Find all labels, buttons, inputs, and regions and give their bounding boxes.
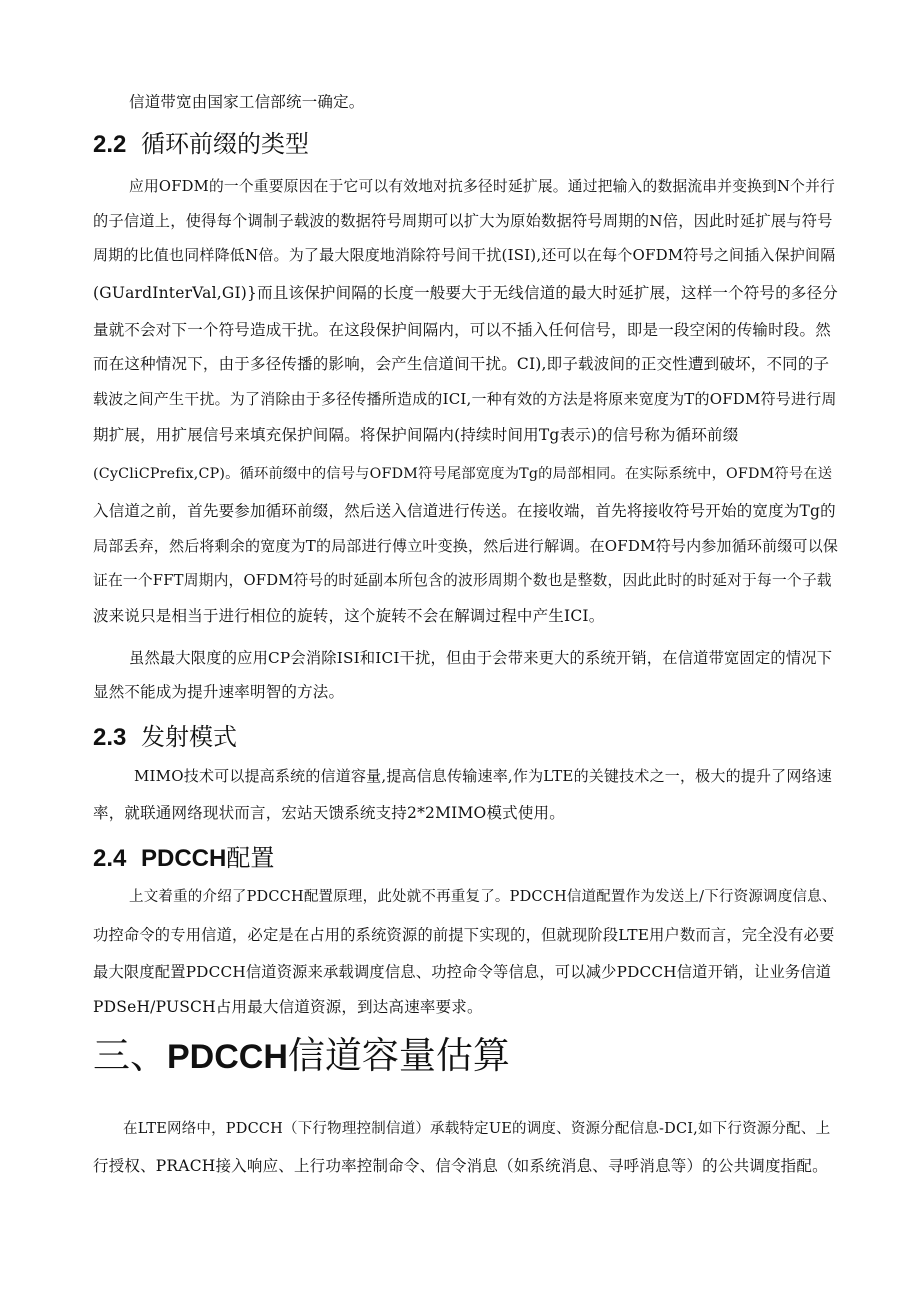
paragraph-line: 局部丢弃，然后将剩余的宽度为T的局部进行傅立叶变换，然后进行解调。在OFDM符号内参加循环前缀可以保 [93, 537, 839, 555]
paragraph-line: 期扩展，用扩展信号来填充保护间隔。将保护间隔内(持续时间用Tg表示)的信号称为循环前缀 [93, 426, 739, 444]
section-2-4-heading [93, 843, 274, 874]
paragraph-line: 功控命令的专用信道，必定是在占用的系统资源的前提下实现的，但就现阶段LTE用户数而言，完全没有必要 [93, 926, 835, 944]
chapter-prefix: 三、 [93, 1034, 167, 1077]
section-title-cjk: 配置 [226, 844, 275, 872]
paragraph-line: 行授权、PRACH接入响应、上行功率控制命令、信令消息（如系统消息、寻呼消息等）的公共调度指配。 [93, 1157, 828, 1175]
paragraph-line: 载波之间产生干扰。为了消除由于多径传播所造成的ICI,一种有效的方法是将原来宽度为T的OFDM符号进行周 [93, 390, 837, 408]
section-number: 2.4 [93, 845, 127, 872]
paragraph-line: PDSeH/PUSCH占用最大信道资源，到达高速率要求。 [93, 998, 483, 1016]
section-title: 循环前缀的类型 [141, 130, 309, 158]
paragraph-line: 量就不会对下一个符号造成干扰。在这段保护间隔内，可以不插入任何信号，即是一段空闲的传输时段。然 [93, 321, 831, 339]
paragraph-line: 而在这种情况下，由于多径传播的影响，会产生信道间干扰。CI),即子载波间的正交性遭到破坏，不同的子 [93, 355, 830, 373]
intro-paragraph: 信道带宽由国家工信部统一确定。 [129, 93, 365, 111]
paragraph-line: 证在一个FFT周期内，OFDM符号的时延副本所包含的波形周期个数也是整数，因此此时的时延对于每一个子载 [93, 572, 832, 589]
chapter-title-cjk: 信道容量估算 [287, 1034, 510, 1077]
section-number: 2.3 [93, 724, 127, 751]
section-2-3-heading [93, 722, 237, 753]
section-2-2-heading [93, 129, 309, 160]
paragraph-line: 应用OFDM的一个重要原因在于它可以有效地对抗多径时延扩展。通过把输入的数据流串并变换到N个并行 [129, 178, 836, 195]
paragraph-line: 的子信道上，使得每个调制子载波的数据符号周期可以扩大为原始数据符号周期的N倍，因此时延扩展与符号 [93, 212, 833, 230]
section-title-latin: PDCCH [141, 845, 227, 872]
paragraph-line: 周期的比值也同样降低N倍。为了最大限度地消除符号间干扰(ISI),还可以在每个OFDM符号之间插入保护间隔 [93, 246, 836, 264]
chapter-title-latin: PDCCH [167, 1038, 288, 1076]
paragraph-line: (GUardInterVal,GI)}而且该保护间隔的长度一般要大于无线信道的最大时延扩展，这样一个符号的多径分 [93, 284, 838, 302]
paragraph-line: 最大限度配置PDCCH信道资源来承载调度信息、功控命令等信息，可以减少PDCCH信道开销，让业务信道 [93, 963, 832, 981]
paragraph-line: 显然不能成为提升速率明智的方法。 [93, 683, 345, 701]
paragraph-line: 率，就联通网络现状而言，宏站天馈系统支持2*2MIMO模式使用。 [93, 804, 565, 822]
paragraph-line: 在LTE网络中，PDCCH（下行物理控制信道）承载特定UE的调度、资源分配信息-DCI,如下行资源分配、上 [123, 1121, 831, 1137]
paragraph-line: (CyCliCPrefix,CP)。循环前缀中的信号与OFDM符号尾部宽度为Tg的局部相同。在实际系统中，OFDM符号在送 [93, 466, 833, 482]
section-number: 2.2 [93, 131, 127, 158]
chapter-3-heading [93, 1032, 510, 1081]
section-title: 发射模式 [141, 723, 237, 751]
paragraph-line: 虽然最大限度的应用CP会消除ISI和ICI干扰，但由于会带来更大的系统开销，在信道带宽固定的情况下 [129, 649, 833, 667]
paragraph-line: 入信道之前，首先要参加循环前缀，然后送入信道进行传送。在接收端，首先将接收符号开始的宽度为Tg的 [93, 502, 836, 520]
paragraph-line: MIMO技术可以提高系统的信道容量,提高信息传输速率,作为LTE的关键技术之一，极大的提升了网络速 [134, 767, 832, 785]
paragraph-line: 上文着重的介绍了PDCCH配置原理，此处就不再重复了。PDCCH信道配置作为发送上/下行资源调度信息、 [129, 889, 837, 905]
paragraph-line: 波来说只是相当于进行相位的旋转，这个旋转不会在解调过程中产生ICI。 [93, 607, 605, 625]
